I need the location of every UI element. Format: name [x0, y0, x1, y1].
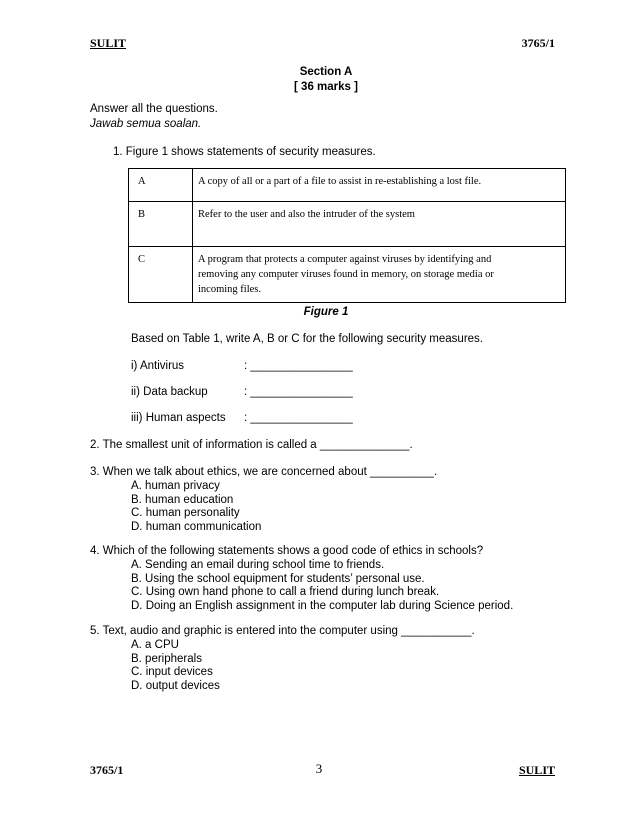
- table-value: Refer to the user and also the intruder of the system: [193, 202, 566, 247]
- q5-option: A. a CPU: [131, 639, 179, 651]
- q3-option: A. human privacy: [131, 480, 220, 492]
- q3-option: C. human personality: [131, 507, 240, 519]
- q1-item-answer-blank[interactable]: : ________________: [244, 360, 353, 372]
- instruction-english: Answer all the questions.: [90, 103, 218, 115]
- figure-1-table: [128, 168, 566, 303]
- q1-item-label: iii) Human aspects: [131, 412, 226, 424]
- table-value: A program that protects a computer against viruses by identifying and removing any computer viruses found in memory, on storage media or incoming files.: [193, 247, 566, 303]
- section-marks: [ 36 marks ]: [294, 81, 358, 93]
- footer-code: 3765/1: [90, 763, 124, 777]
- q1-instruction: Based on Table 1, write A, B or C for the following security measures.: [131, 333, 483, 345]
- q5-option: B. peripherals: [131, 653, 202, 665]
- table-row: [129, 169, 566, 202]
- q1-stem: 1. Figure 1 shows statements of security measures.: [113, 146, 376, 158]
- q5-option: C. input devices: [131, 666, 213, 678]
- q4-option: A. Sending an email during school time to friends.: [131, 559, 385, 571]
- q5-option: D. output devices: [131, 680, 220, 692]
- instruction-malay: Jawab semua soalan.: [90, 118, 202, 130]
- table-row: [129, 202, 566, 247]
- q4-option: B. Using the school equipment for students’ personal use.: [131, 573, 425, 585]
- figure-caption: Figure 1: [303, 306, 349, 318]
- q2-stem: 2. The smallest unit of information is called a ______________.: [90, 439, 413, 451]
- q3-option: D. human communication: [131, 521, 262, 533]
- q3-stem: 3. When we talk about ethics, we are concerned about __________.: [90, 466, 438, 478]
- q4-option: C. Using own hand phone to call a friend during lunch break.: [131, 586, 440, 598]
- q1-item-label: ii) Data backup: [131, 386, 208, 398]
- q1-item-answer-blank[interactable]: : ________________: [244, 386, 353, 398]
- q4-option: D. Doing an English assignment in the computer lab during Science period.: [131, 600, 514, 612]
- q5-stem: 5. Text, audio and graphic is entered into the computer using ___________.: [90, 625, 475, 637]
- q3-option: B. human education: [131, 494, 234, 506]
- page-number: 3: [315, 761, 323, 776]
- q1-item-label: i) Antivirus: [131, 360, 185, 372]
- table-value: A copy of all or a part of a file to assist in re-establishing a lost file.: [193, 169, 566, 202]
- table-key: A: [129, 169, 193, 202]
- header-sulit: SULIT: [90, 36, 127, 50]
- table-key: B: [129, 202, 193, 247]
- header-code: 3765/1: [521, 36, 555, 50]
- footer-sulit: SULIT: [518, 763, 555, 777]
- q4-stem: 4. Which of the following statements shows a good code of ethics in schools?: [90, 545, 484, 557]
- table-key: C: [129, 247, 193, 303]
- table-row: [129, 247, 566, 303]
- q1-item-answer-blank[interactable]: : ________________: [244, 412, 353, 424]
- section-title: Section A: [299, 66, 353, 78]
